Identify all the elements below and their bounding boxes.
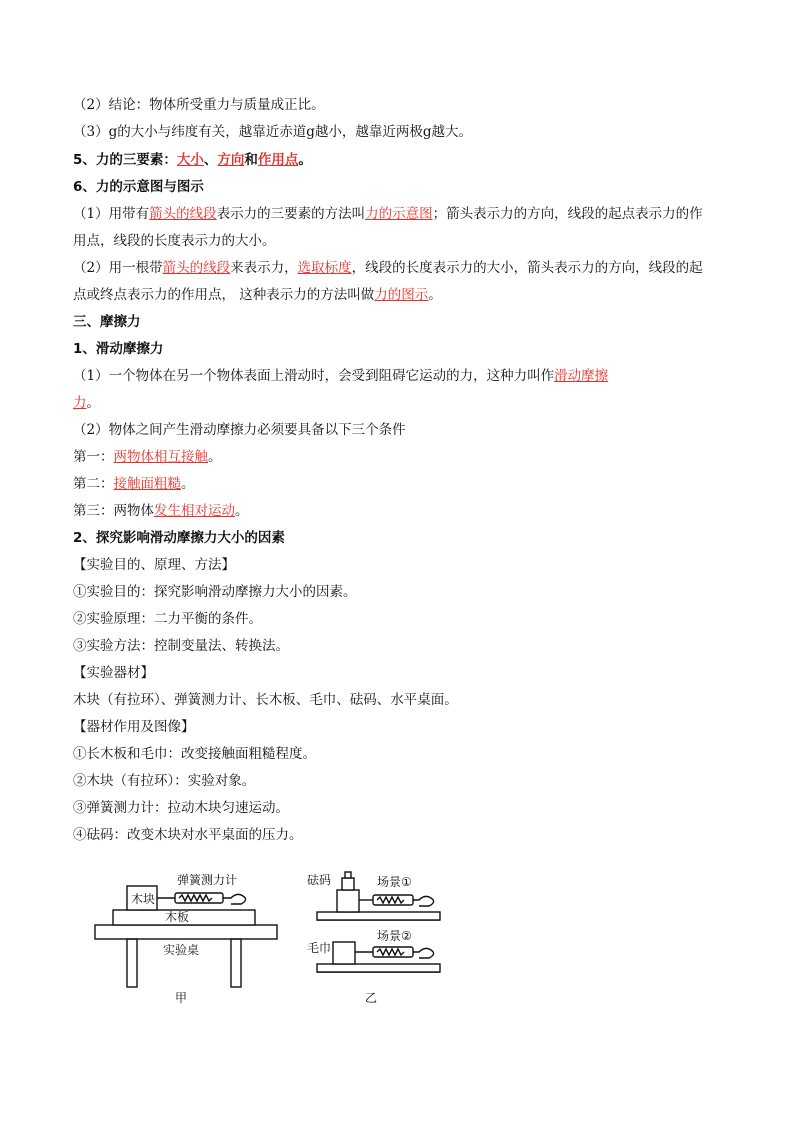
text: 表示力的三要素的方法叫 xyxy=(216,206,366,222)
text: 第三：两物体 xyxy=(73,503,154,519)
key-term: 力的示意图 xyxy=(365,206,433,222)
desk-leg-right xyxy=(231,939,241,987)
heading-sliding-friction: 1、滑动摩擦力 xyxy=(73,341,164,357)
text-line: ①实验目的：探究影响滑动摩擦力大小的因素。 xyxy=(73,584,357,600)
heading-friction: 三、摩擦力 xyxy=(73,314,141,330)
heading-explore-factors: 2、探究影响滑动摩擦力大小的因素 xyxy=(73,530,285,546)
text: 。 xyxy=(235,503,249,519)
text-line: （3）g的大小与纬度有关，越靠近赤道g越小，越靠近两极g越大。 xyxy=(73,124,473,140)
key-term: 方向 xyxy=(217,152,245,168)
hand-icon xyxy=(223,894,246,904)
text-line: （2）物体之间产生滑动摩擦力必须要具备以下三个条件 xyxy=(73,422,406,438)
text: （1）用带有 xyxy=(73,206,150,222)
text-line xyxy=(73,259,703,277)
text: （2）用一根带 xyxy=(73,260,163,276)
key-term: 选取标度 xyxy=(297,260,352,276)
key-term: 箭头的线段 xyxy=(162,260,231,276)
key-term: 两物体相互接触 xyxy=(113,449,208,465)
label-board: 木板 xyxy=(165,910,190,924)
text-line: 【器材作用及图像】 xyxy=(73,719,195,735)
text-line xyxy=(73,502,249,520)
label-figure-a: 甲 xyxy=(175,991,188,1005)
text-line: 【实验目的、原理、方法】 xyxy=(73,557,235,573)
label-weight: 砝码 xyxy=(307,873,332,887)
text-line: （2）结论：物体所受重力与质量成正比。 xyxy=(73,97,325,113)
text-line xyxy=(73,367,608,385)
wood-block-1 xyxy=(337,890,359,912)
experiment-diagram xyxy=(85,860,465,1010)
key-term: 大小 xyxy=(176,152,204,168)
text: 第二： xyxy=(73,476,114,492)
label-scene-1: 场景① xyxy=(377,875,412,889)
key-term: 力 xyxy=(73,395,87,411)
text: 点或终点表示力的作用点， 这种表示力的方法叫做 xyxy=(73,287,375,303)
label-desk: 实验桌 xyxy=(163,943,200,957)
label-towel: 毛巾 xyxy=(307,941,332,955)
text: 、 xyxy=(203,152,218,168)
weight-icon xyxy=(342,878,354,890)
key-term: 作用点 xyxy=(257,152,299,168)
hand-icon-2 xyxy=(413,948,434,958)
figure-a xyxy=(95,886,277,987)
desk-leg-left xyxy=(127,939,137,987)
text-line xyxy=(73,394,100,412)
heading-three-elements xyxy=(73,151,312,169)
text-line xyxy=(73,448,222,466)
text: 第一： xyxy=(73,449,114,465)
towel xyxy=(317,964,440,972)
text-line: ①长木板和毛巾：改变接触面粗糙程度。 xyxy=(73,746,316,762)
text-line xyxy=(73,205,703,223)
experiment-figure xyxy=(85,860,465,1010)
text-line: ②木块（有拉环）：实验对象。 xyxy=(73,773,256,789)
key-term: 发生相对运动 xyxy=(154,503,235,519)
wood-block-2 xyxy=(333,942,355,964)
label-scene-2: 场景② xyxy=(377,929,412,943)
text: 。 xyxy=(86,395,100,411)
text: 。 xyxy=(298,152,312,168)
label-block: 木块 xyxy=(131,892,156,906)
board-1 xyxy=(317,912,440,920)
key-term: 滑动摩擦 xyxy=(554,368,609,384)
text-line: ③实验方法：控制变量法、转换法。 xyxy=(73,638,289,654)
text-line: ②实验原理：二力平衡的条件。 xyxy=(73,611,262,627)
weight-knob xyxy=(345,872,351,878)
heading-force-diagram: 6、力的示意图与图示 xyxy=(73,179,204,195)
text: 5、力的三要素： xyxy=(73,152,177,168)
text-line: 【实验器材】 xyxy=(73,665,154,681)
text: 。 xyxy=(181,476,195,492)
text-line xyxy=(73,475,195,493)
text-line: ③弹簧测力计：拉动木块匀速运动。 xyxy=(73,800,289,816)
text-line: ④砝码：改变木块对水平桌面的压力。 xyxy=(73,827,303,843)
label-spring-scale: 弹簧测力计 xyxy=(177,873,238,887)
label-figure-b: 乙 xyxy=(365,991,378,1005)
text-line xyxy=(73,286,442,304)
text: 。 xyxy=(208,449,222,465)
key-term: 箭头的线段 xyxy=(149,206,217,222)
text: ，线段的长度表示力的大小，箭头表示力的方向，线段的起 xyxy=(351,260,703,276)
text-line: 用点，线段的长度表示力的大小。 xyxy=(73,233,276,249)
text: 来表示力， xyxy=(230,260,298,276)
desk-top xyxy=(95,925,277,939)
text: （1）一个物体在另一个物体表面上滑动时，会受到阻碍它运动的力，这种力叫作 xyxy=(73,368,555,384)
text: ；箭头表示力的方向，线段的起点表示力的作 xyxy=(432,206,703,222)
text: 和 xyxy=(244,152,258,168)
hand-icon-1 xyxy=(413,896,434,906)
key-term: 力的图示 xyxy=(374,287,429,303)
text-line: 木块（有拉环）、弹簧测力计、长木板、毛巾、砝码、水平桌面。 xyxy=(73,692,458,708)
text: 。 xyxy=(428,287,442,303)
key-term: 接触面粗糙 xyxy=(113,476,181,492)
